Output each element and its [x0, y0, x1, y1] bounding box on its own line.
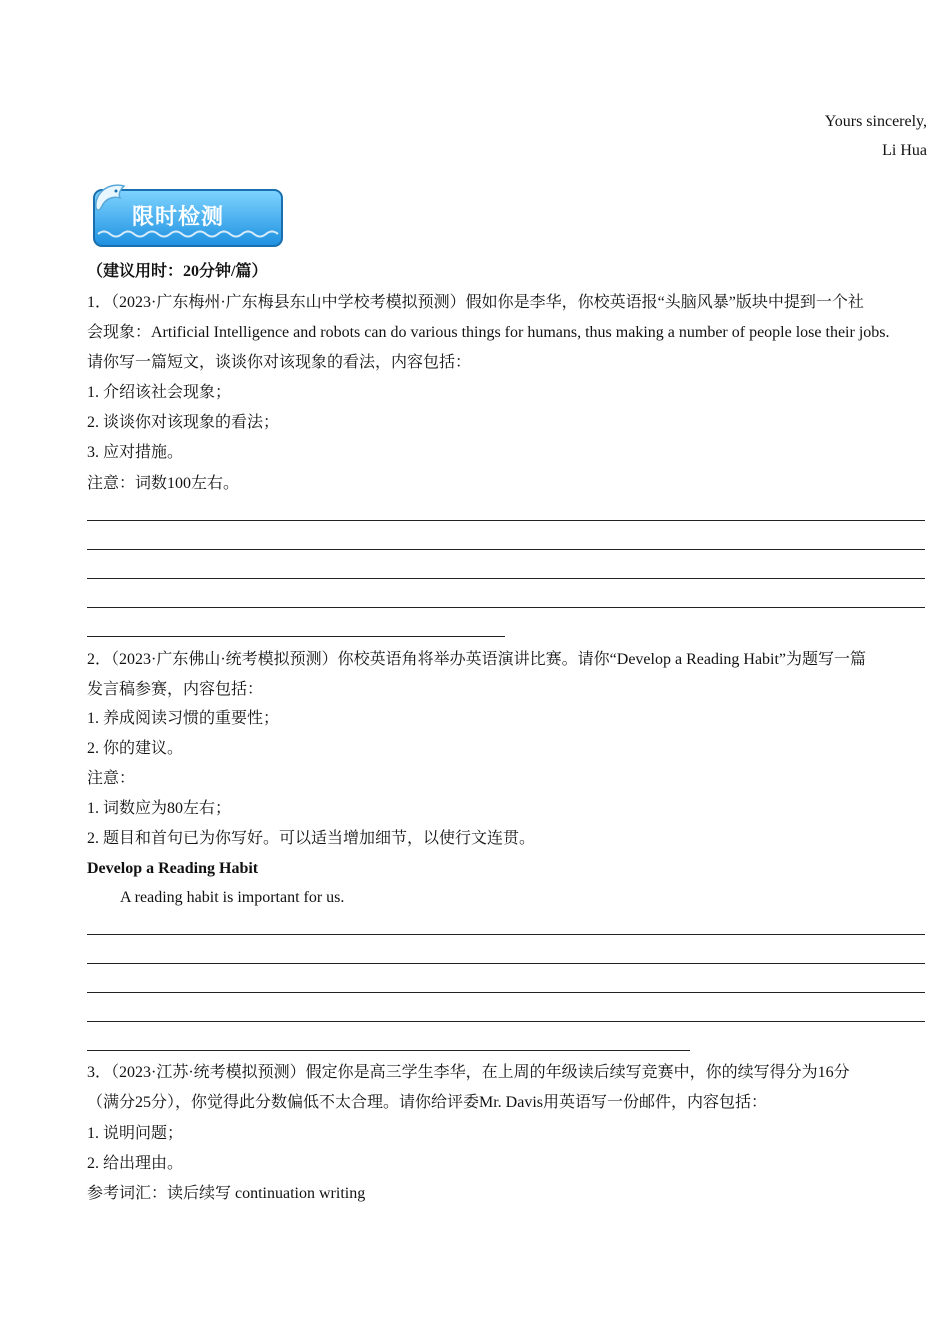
- q2-essay-title: Develop a Reading Habit: [87, 860, 259, 877]
- answer-line: [87, 578, 925, 579]
- closing-sincerely: Yours sincerely,: [824, 113, 927, 130]
- q2-note-1: 1. 词数应为80左右；: [87, 800, 232, 817]
- answer-line: [87, 607, 925, 608]
- answer-line: [87, 1021, 925, 1022]
- q1-point-2: 2. 谈谈你对该现象的看法；: [87, 414, 280, 431]
- answer-line: [87, 934, 925, 935]
- q1-point-1: 1. 介绍该社会现象；: [87, 384, 232, 401]
- answer-line: [87, 636, 505, 637]
- q3-point-2: 2. 给出理由。: [87, 1155, 184, 1172]
- answer-line: [87, 549, 925, 550]
- answer-line: [87, 520, 925, 521]
- q2-point-1: 1. 养成阅读习惯的重要性；: [87, 710, 280, 727]
- q1-prompt-line2: 会现象：Artificial Intelligence and robots can do various things for humans, thus making a number of people lose their jobs.: [87, 324, 890, 341]
- q3-vocab: 参考词汇：读后续写 continuation writing: [87, 1185, 366, 1202]
- answer-line: [87, 963, 925, 964]
- q2-prompt-line2: 发言稿参赛，内容包括：: [87, 681, 264, 698]
- q2-note-2: 2. 题目和首句已为你写好。可以适当增加细节，以使行文连贯。: [87, 830, 536, 847]
- q2-note-label: 注意：: [87, 770, 136, 787]
- q3-point-1: 1. 说明问题；: [87, 1125, 184, 1142]
- q1-prompt-line3: 请你写一篇短文，谈谈你对该现象的看法，内容包括：: [87, 354, 472, 371]
- q3-prompt-line1: 3．（2023·江苏·统考模拟预测）假定你是高三学生李华，在上周的年级读后续写竞赛中，你的续写得分为16分: [87, 1064, 850, 1081]
- q1-prompt-line1: 1．（2023·广东梅州·广东梅县东山中学校考模拟预测）假如你是李华，你校英语报“头脑风暴”版块中提到一个社: [87, 294, 864, 311]
- q2-first-sentence: A reading habit is important for us.: [120, 889, 345, 906]
- q1-note: 注意：词数100左右。: [87, 475, 240, 492]
- time-note: （建议用时：20分钟/篇）: [87, 263, 268, 280]
- answer-line: [87, 992, 925, 993]
- answer-line: [87, 1050, 690, 1051]
- q3-prompt-line2: （满分25分），你觉得此分数偏低不太合理。请你给评委Mr. Davis用英语写一份邮件，内容包括：: [87, 1094, 768, 1111]
- q2-point-2: 2. 你的建议。: [87, 740, 184, 757]
- closing-name: Li Hua: [882, 142, 927, 159]
- q1-point-3: 3. 应对措施。: [87, 444, 184, 461]
- q2-prompt-line1: 2．（2023·广东佛山·统考模拟预测）你校英语角将举办英语演讲比赛。请你“Develop a Reading Habit”为题写一篇: [87, 651, 867, 668]
- badge-title: 限时检测: [132, 205, 225, 230]
